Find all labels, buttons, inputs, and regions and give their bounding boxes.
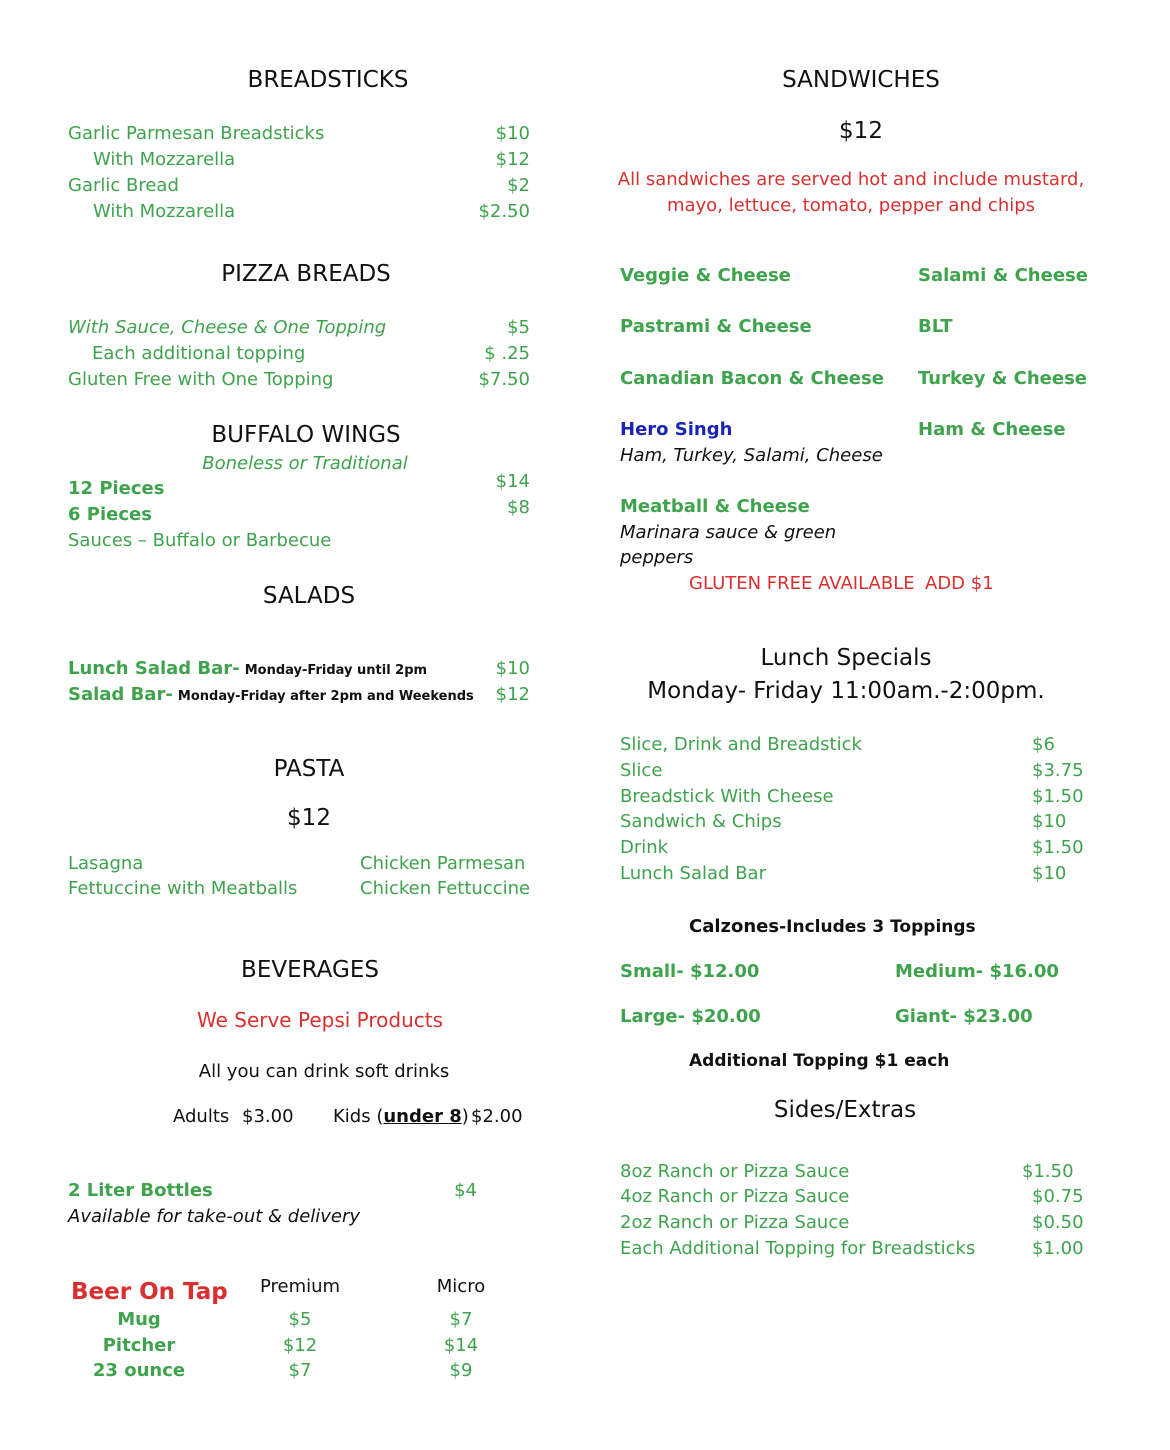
menu-item-price: $1.50 — [1022, 1161, 1074, 1182]
sandwich-item: BLT — [918, 316, 953, 337]
kids-label-open: Kids ( — [333, 1106, 384, 1127]
calzone-size: Giant- $23.00 — [895, 1006, 1033, 1027]
beer-col-premium: Premium — [259, 1276, 341, 1297]
sandwiches-title: SANDWICHES — [782, 67, 940, 93]
menu-item-name: Each additional topping — [92, 343, 306, 364]
menu-item-name: Breadstick With Cheese — [620, 786, 834, 807]
kids-under: under 8 — [383, 1106, 462, 1127]
pasta-item: Chicken Fettuccine — [360, 878, 531, 899]
menu-item-name: Garlic Bread — [68, 175, 179, 196]
sandwich-item: Meatball & Cheese — [620, 496, 810, 517]
lunch-hours: Monday- Friday 11:00am.-2:00pm. — [647, 678, 1045, 704]
menu-item-name: With Mozzarella — [93, 201, 236, 222]
calzone-size: Large- $20.00 — [620, 1006, 761, 1027]
menu-item-name: 2oz Ranch or Pizza Sauce — [620, 1212, 850, 1233]
menu-item-price: $ .25 — [484, 343, 530, 364]
menu-item-price: $10 — [495, 123, 530, 144]
pasta-price: $12 — [287, 805, 331, 831]
beer-size: Pitcher — [102, 1335, 176, 1356]
kids-label-close: ) — [461, 1106, 469, 1127]
beer-size: Mug — [117, 1309, 161, 1330]
menu-item-price: $10 — [1032, 811, 1067, 832]
adults-price: $3.00 — [242, 1106, 294, 1127]
menu-item-name: Gluten Free with One Topping — [68, 369, 334, 390]
bottles-note: Available for take-out & delivery — [68, 1206, 361, 1227]
pasta-title: PASTA — [273, 756, 345, 782]
beer-micro-price: $7 — [449, 1309, 473, 1330]
menu-item-name: With Sauce, Cheese & One Topping — [68, 317, 387, 338]
salad-item-name: Lunch Salad Bar- — [68, 658, 240, 679]
calzone-size: Small- $12.00 — [620, 961, 760, 982]
salad-item-note: Monday-Friday until 2pm — [244, 663, 428, 678]
soft-drinks-note: All you can drink soft drinks — [198, 1061, 450, 1082]
gluten-free-note: GLUTEN FREE AVAILABLE — [689, 573, 915, 594]
sides-title: Sides/Extras — [773, 1097, 917, 1123]
menu-item-price: $1.50 — [1032, 786, 1084, 807]
menu-item-name: 12 Pieces — [68, 478, 165, 499]
calzones-title — [689, 918, 976, 936]
calzones-title-main: Calzones — [689, 916, 780, 937]
sandwich-item: Pastrami & Cheese — [620, 316, 812, 337]
beverages-title: BEVERAGES — [241, 957, 379, 983]
menu-item-name: Each Additional Topping for Breadsticks — [620, 1238, 976, 1259]
beer-micro-price: $14 — [443, 1335, 479, 1356]
menu-item-price: $0.50 — [1032, 1212, 1084, 1233]
menu-item-name: With Mozzarella — [93, 149, 236, 170]
lunch-title: Lunch Specials — [760, 645, 932, 671]
beer-micro-price: $9 — [449, 1360, 473, 1381]
menu-item-price: $10 — [1032, 863, 1067, 884]
salad-item-note: Monday-Friday after 2pm and Weekends — [177, 689, 474, 704]
beer-premium-price: $12 — [282, 1335, 318, 1356]
bottles-price: $4 — [454, 1180, 477, 1201]
beer-premium-price: $7 — [288, 1360, 312, 1381]
calzone-additional: Additional Topping $1 each — [689, 1051, 950, 1071]
menu-item-price: $8 — [507, 497, 530, 518]
menu-item-price: $14 — [495, 471, 530, 492]
kids-price: $2.00 — [471, 1106, 523, 1127]
sandwich-item-hero: Hero Singh — [620, 419, 733, 440]
sandwich-item: Turkey & Cheese — [918, 368, 1088, 389]
menu-item-price: $2 — [507, 175, 530, 196]
beer-title: Beer On Tap — [71, 1279, 228, 1305]
pasta-item: Fettuccine with Meatballs — [68, 878, 298, 899]
pasta-item: Chicken Parmesan — [360, 853, 526, 874]
salad-item-name: Salad Bar- — [68, 684, 173, 705]
salad-item — [68, 686, 474, 704]
menu-item-price: $12 — [495, 684, 530, 705]
sandwiches-price: $12 — [839, 118, 883, 144]
sandwich-item: Canadian Bacon & Cheese — [620, 368, 884, 389]
breadsticks-title: BREADSTICKS — [247, 67, 409, 93]
menu-item-price: $1.50 — [1032, 837, 1084, 858]
calzones-title-suffix: -Includes 3 Toppings — [779, 917, 976, 937]
sandwich-item: Salami & Cheese — [918, 265, 1088, 286]
menu-item-name: Slice, Drink and Breadstick — [620, 734, 862, 755]
menu-item-price: $10 — [495, 658, 530, 679]
menu-item-price: $2.50 — [478, 201, 530, 222]
hero-description: Ham, Turkey, Salami, Cheese — [620, 445, 883, 466]
bottles-label: 2 Liter Bottles — [68, 1180, 213, 1201]
adults-label: Adults — [173, 1106, 230, 1127]
menu-item-name: 8oz Ranch or Pizza Sauce — [620, 1161, 850, 1182]
menu-item-price: $7.50 — [478, 369, 530, 390]
meatball-description: Marinara sauce & green — [620, 522, 837, 543]
sandwiches-note-line2: mayo, lettuce, tomato, pepper and chips — [666, 195, 1036, 216]
menu-item-name: Sandwich & Chips — [620, 811, 782, 832]
menu-item-name: Drink — [620, 837, 669, 858]
wings-sauces: Sauces – Buffalo or Barbecue — [68, 530, 332, 551]
menu-item-price: $6 — [1032, 734, 1055, 755]
beer-premium-price: $5 — [288, 1309, 312, 1330]
kids-label — [333, 1108, 469, 1126]
menu-item-price: $1.00 — [1032, 1238, 1084, 1259]
pasta-item: Lasagna — [68, 853, 144, 874]
salad-item — [68, 660, 427, 678]
meatball-description: peppers — [620, 547, 694, 568]
menu-item-name: Slice — [620, 760, 663, 781]
wings-subtitle: Boneless or Traditional — [202, 453, 408, 474]
pizza-breads-title: PIZZA BREADS — [221, 261, 391, 287]
pepsi-note: We Serve Pepsi Products — [196, 1008, 444, 1032]
wings-title: BUFFALO WINGS — [211, 422, 401, 448]
menu-item-name: 6 Pieces — [68, 504, 152, 525]
menu-item-price: $3.75 — [1032, 760, 1084, 781]
menu-item-price: $12 — [495, 149, 530, 170]
salads-title: SALADS — [262, 583, 356, 609]
sandwiches-note-line1: All sandwiches are served hot and include mustard, — [617, 169, 1085, 190]
menu-item-name: Lunch Salad Bar — [620, 863, 766, 884]
sandwich-item: Ham & Cheese — [918, 419, 1066, 440]
gluten-free-price: ADD $1 — [925, 573, 994, 594]
menu-item-price: $0.75 — [1032, 1186, 1084, 1207]
beer-col-micro: Micro — [436, 1276, 486, 1297]
menu-item-name: Garlic Parmesan Breadsticks — [68, 123, 325, 144]
menu-item-name: 4oz Ranch or Pizza Sauce — [620, 1186, 850, 1207]
sandwich-item: Veggie & Cheese — [620, 265, 791, 286]
beer-size: 23 ounce — [92, 1360, 186, 1381]
calzone-size: Medium- $16.00 — [895, 961, 1059, 982]
menu-item-price: $5 — [507, 317, 530, 338]
